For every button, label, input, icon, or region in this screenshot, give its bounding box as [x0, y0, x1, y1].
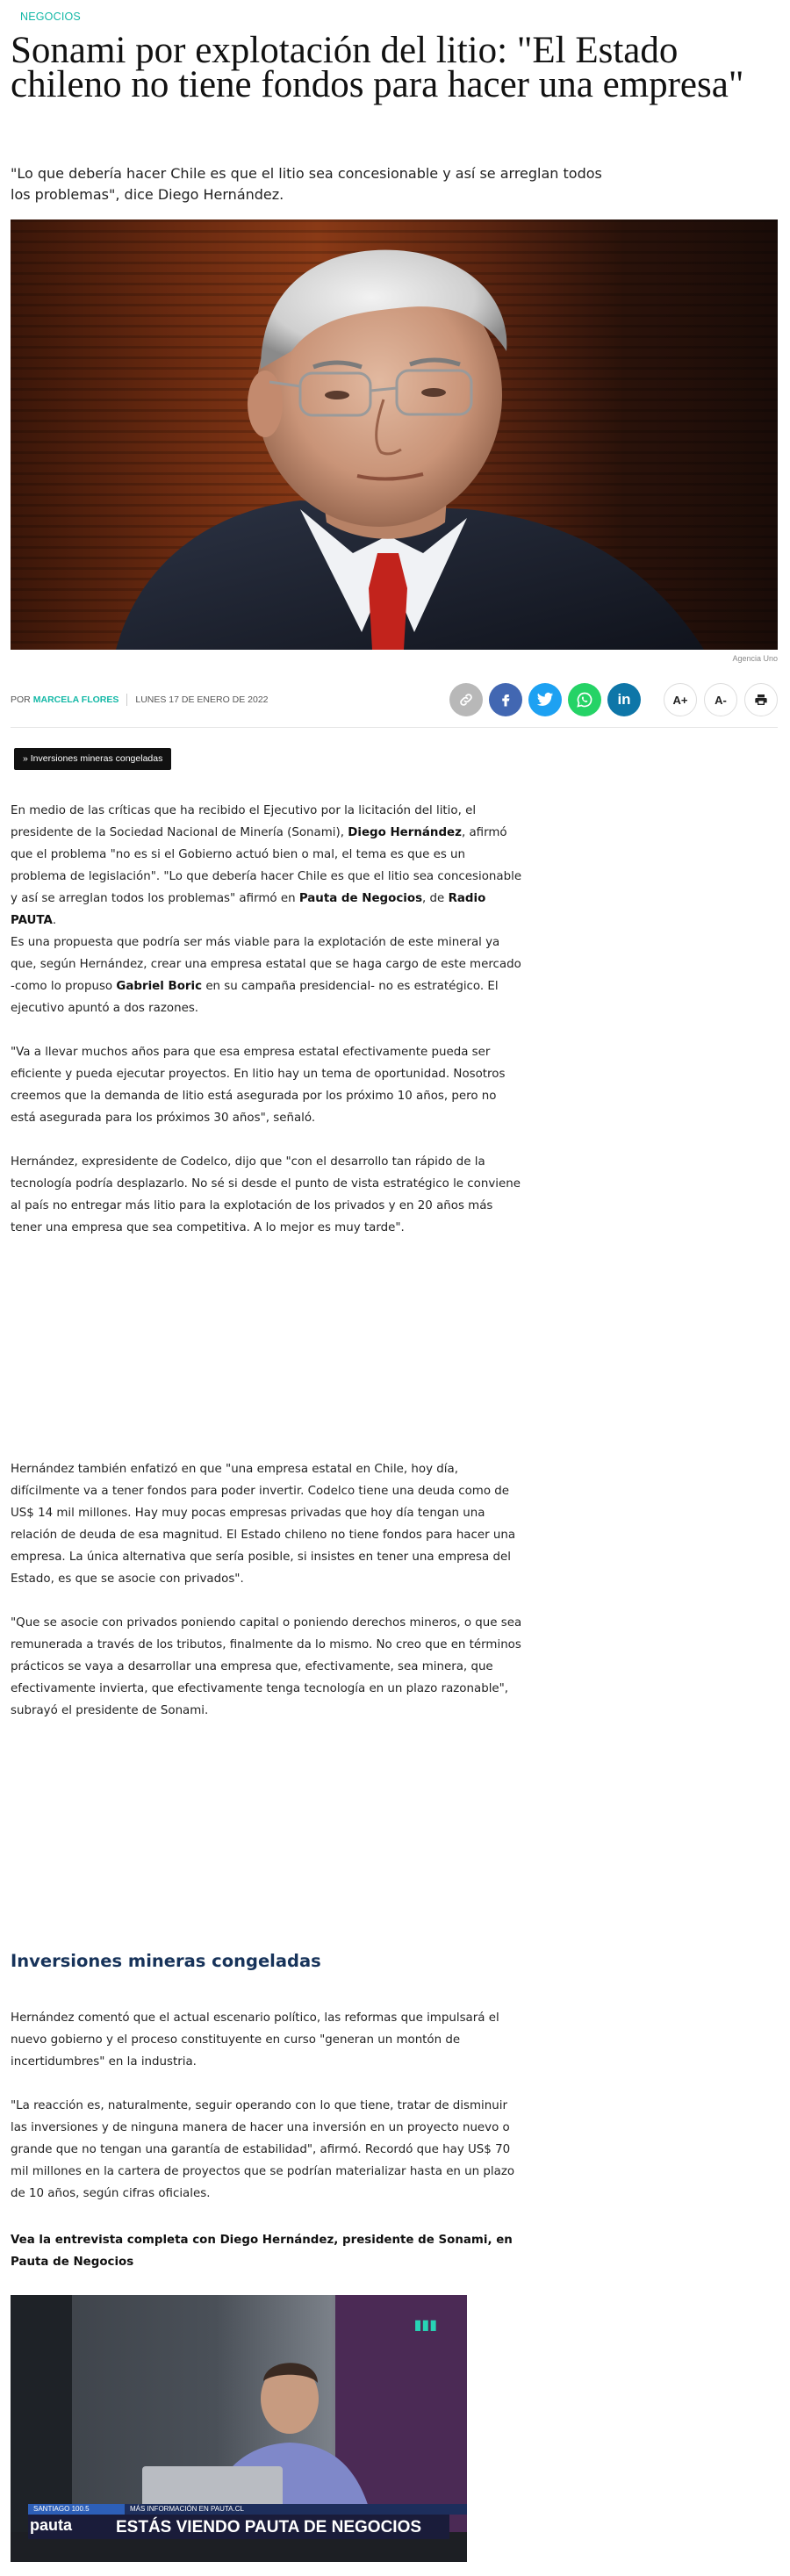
video-player[interactable] [11, 2295, 467, 2562]
share-bar [449, 683, 641, 716]
linkedin-icon: in [617, 691, 631, 708]
video-info-label: MÁS INFORMACIÓN EN PAUTA.CL [130, 2505, 244, 2513]
related-tag-link[interactable]: » Inversiones mineras congeladas [14, 748, 171, 770]
text-span: en su campaña presidencial- no es estratégico. El ejecutivo apuntó a dos razones. [11, 980, 499, 1015]
facebook-icon [498, 692, 514, 708]
text-span: , afirmó que el problema "no es si el Gobierno actuó bien o mal, el tema es que es un problema de legislación". "Lo que debería hacer Chile es que el litio sea concesionable y así se arreglan todos los problemas" afirmó en [11, 826, 522, 905]
text-span: En medio de las críticas que ha recibido el Ejecutivo por la licitación del litio, el presidente de la Sociedad Nacional de Minería (Sonami), [11, 804, 477, 839]
author-link[interactable]: MARCELA FLORES [32, 694, 119, 705]
font-decrease-button[interactable]: A- [704, 683, 737, 716]
whatsapp-icon [576, 691, 593, 709]
section-subheading: Inversiones mineras congeladas [11, 1951, 321, 1971]
body-paragraph-4: Hernández, expresidente de Codelco, dijo que "con el desarrollo tan rápido de la tecnología podría desplazarlo. No sé si desde el punto de vista estratégico le conviene al país no entregar más litio para la explotación de los privados y en 20 años más tener una empresa que sea competitiva. A lo mejor es muy tarde". [11, 1155, 521, 1234]
facebook-share-button[interactable] [489, 683, 522, 716]
body-paragraph-6: "Que se asocie con privados poniendo capital o poniendo derechos mineros, o que sea remunerada a través de los tributos, finalmente da lo mismo. No creo que en términos prácticos se vaya a desarrollar una empresa que, efectivamente, sea minera, que efectivamente invierta, que efectivamente tenga tecnología en un plazo razonable", subrayó el presidente de Sonami. [11, 1616, 522, 1717]
reader-tools [664, 683, 778, 716]
body-paragraph-7: Hernández comentó que el actual escenario político, las reformas que impulsará el nuevo gobierno y el proceso constituyente en curso "generan un montón de incertidumbres" en la industria. [11, 2011, 499, 2069]
program-name: Pauta de Negocios [298, 892, 423, 905]
hero-photo [11, 219, 778, 650]
byline-divider [126, 694, 127, 706]
whatsapp-share-button[interactable] [568, 683, 601, 716]
twitter-icon [536, 692, 554, 708]
byline-divider-line [11, 727, 778, 728]
text-span: , de [422, 892, 449, 905]
font-increase-button[interactable]: A+ [664, 683, 697, 716]
portrait-illustration [11, 219, 778, 650]
body-paragraph-5: Hernández también enfatizó en que "una empresa estatal en Chile, hoy día, difícilmente va a tener fondos para poder invertir. Codelco tiene una deuda como de US$ 14 mil millones. Hay muy pocas empresas privadas que hoy día tengan una relación de deuda de esa magnitud. El Estado chileno no tiene fondos para hacer una empresa. La única alternativa que sería posible, si insistes en tener una empresa del Estado, es que se asocie con privados". [11, 1463, 516, 1586]
publish-date: LUNES 17 DE ENERO DE 2022 [135, 694, 269, 705]
lead-paragraph: "Lo que debería hacer Chile es que el litio sea concesionable y así se arreglan todos los problemas", dice Diego Hernández. [11, 165, 602, 203]
copy-link-button[interactable] [449, 683, 483, 716]
section-label[interactable]: NEGOCIOS [20, 11, 81, 23]
link-icon [458, 692, 474, 708]
video-banner: ESTÁS VIENDO PAUTA DE NEGOCIOS [116, 2518, 422, 2536]
video-logo: pauta [30, 2516, 73, 2534]
linkedin-share-button[interactable] [607, 683, 641, 716]
print-icon [754, 693, 768, 707]
person-name: Gabriel Boric [116, 980, 203, 993]
body-paragraph-1 [11, 800, 524, 932]
text-span: . [52, 914, 57, 927]
video-intro: Vea la entrevista completa con Diego Hernández, presidente de Sonami, en Pauta de Negocios [11, 2234, 513, 2269]
video-location-label: SANTIAGO 100.5 [33, 2505, 90, 2513]
signal-icon: ▮▮▮ [413, 2316, 437, 2333]
byline-prefix: POR [11, 694, 31, 705]
headline: Sonami por explotación del litio: "El Estado chileno no tiene fondos para hacer una empresa" [11, 30, 744, 105]
radio-name: Radio PAUTA [11, 892, 486, 927]
byline [11, 694, 269, 706]
text-span: Es una propuesta que podría ser más viable para la explotación de este mineral ya que, según Hernández, crear una empresa estatal que se haga cargo de este mercado -como lo propuso [11, 936, 521, 993]
image-credit: Agencia Uno [732, 654, 778, 663]
print-button[interactable] [744, 683, 778, 716]
body-paragraph-2 [11, 932, 524, 1019]
twitter-share-button[interactable] [528, 683, 562, 716]
body-paragraph-3: "Va a llevar muchos años para que esa empresa estatal efectivamente pueda ser eficiente y pueda ejecutar proyectos. En litio hay un tema de oportunidad. Nosotros creemos que la demanda de litio está asegurada por los próximo 10 años, pero no está asegurada para los próximos 30 años", señaló. [11, 1046, 506, 1125]
body-paragraph-8: "La reacción es, naturalmente, seguir operando con lo que tiene, tratar de disminuir las inversiones y de ninguna manera de hacer una inversión en un proyecto nuevo o grande que no tengan una garantía de estabilidad", afirmó. Recordó que hay US$ 70 mil millones en la cartera de proyectos que se podrían materializar hasta en un plazo de 10 años, según cifras oficiales. [11, 2099, 515, 2200]
person-name: Diego Hernández [348, 826, 462, 839]
